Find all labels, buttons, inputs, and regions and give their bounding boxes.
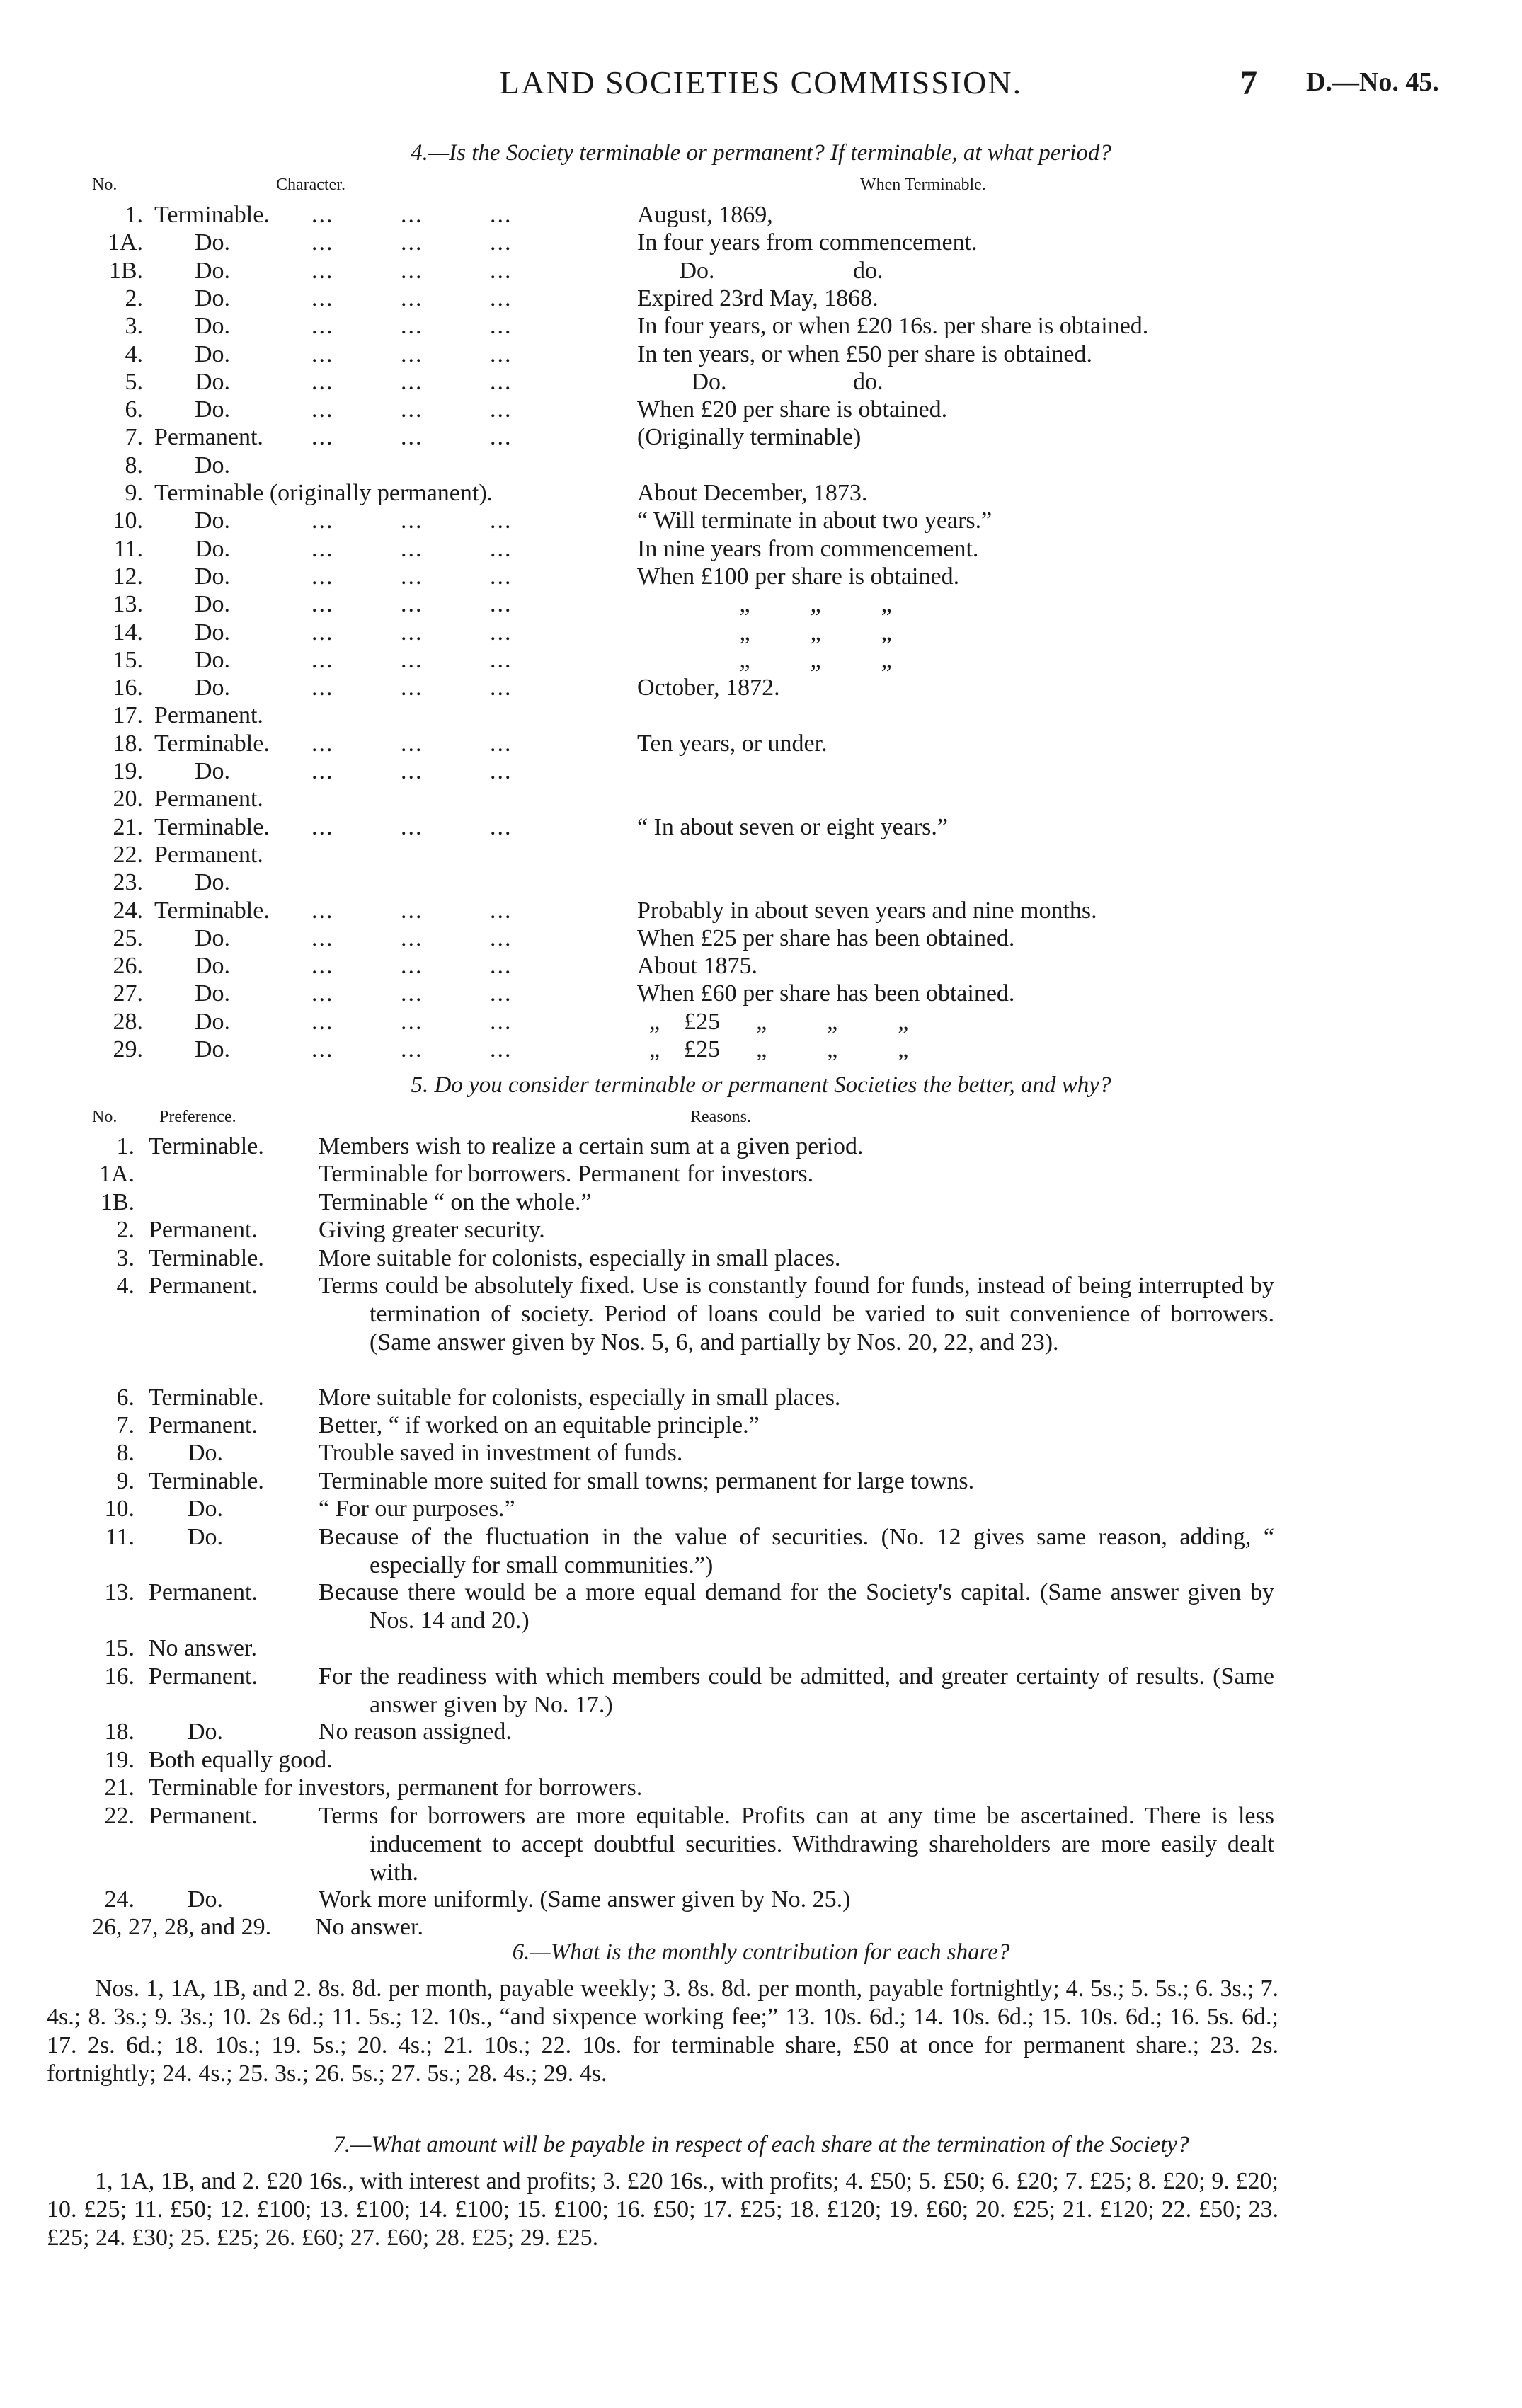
q5-row-preference: Terminable. [149, 1384, 264, 1411]
q5-row-preference: Do. [188, 1719, 224, 1745]
q4-row [0, 869, 1522, 898]
q4-row-number: 28. [113, 1008, 143, 1035]
q5-row-reason: Terminable more suited for small towns; permanent for large towns. [319, 1467, 975, 1494]
q4-row-character: Do. [195, 535, 231, 562]
q4-row-number: 21. [113, 813, 143, 840]
q4-row-when-terminable: About December, 1873. [637, 480, 868, 506]
q5-row-number: 13. [104, 1579, 135, 1606]
q4-row-number: 3. [125, 313, 143, 340]
page-number: 7 [1240, 64, 1257, 102]
q4-row-number: 1A. [107, 229, 143, 256]
q5-row-preference: Do. [188, 1523, 224, 1550]
q4-row-leader-dots: ... ... ... [311, 313, 513, 340]
q5-row-reason: Because of the fluctuation in the value of securities. (No. 12 gives same reason, adding, “ especially for small communities.”) [319, 1523, 1274, 1578]
q4-row [0, 647, 1522, 675]
q4-row-leader-dots: ... ... ... [311, 285, 513, 311]
q4-row-when-terminable: Do. do. [637, 257, 883, 284]
q4-row [0, 369, 1522, 397]
q4-row-when-terminable: When £20 per share is obtained. [637, 396, 948, 423]
q4-row-character: Do. [195, 980, 231, 1007]
q4-row [0, 396, 1522, 425]
q4-row-character: Do. [195, 313, 231, 340]
q5-row-preference: Terminable. [149, 1133, 264, 1159]
q5-row-reason: Giving greater security. [319, 1217, 545, 1244]
q4-row [0, 619, 1522, 648]
q4-row-leader-dots: ... ... ... [311, 924, 513, 951]
q4-row-when-terminable: “ Will terminate in about two years.” [637, 508, 992, 534]
page-header [0, 64, 1522, 106]
q4-row [0, 452, 1522, 481]
q4-row [0, 424, 1522, 452]
running-title: LAND SOCIETIES COMMISSION. [499, 64, 1023, 101]
q5-row-number: 16. [104, 1663, 135, 1690]
q4-row [0, 591, 1522, 619]
q4-row [0, 1009, 1522, 1037]
q4-row-leader-dots: ... ... ... [311, 1036, 513, 1062]
q4-row-when-terminable: „ „ „ [637, 619, 892, 646]
q5-row-preference: Permanent. [149, 1412, 258, 1438]
q5-row-reason: Better, “ if worked on an equitable principle.” [319, 1412, 760, 1438]
q4-row-number: 19. [113, 758, 143, 784]
q4-row-when-terminable: August, 1869, [637, 202, 773, 228]
q4-row-character: Do. [195, 924, 231, 951]
q4-row-number: 7. [125, 424, 143, 451]
q5-row-number: 9. [116, 1467, 135, 1494]
q5-row-preference: Permanent. [149, 1579, 258, 1606]
q4-row-number: 18. [113, 730, 143, 757]
q4-row-character: Do. [195, 953, 231, 980]
q5-header-reasons: Reasons. [690, 1108, 751, 1126]
q4-row-number: 12. [113, 563, 143, 590]
q4-row-number: 26. [113, 953, 143, 980]
q4-row-character: Do. [195, 396, 231, 423]
q5-row-number: 1. [116, 1133, 135, 1159]
q5-row-reason: Terminable “ on the whole.” [319, 1188, 592, 1215]
q4-row [0, 675, 1522, 703]
q5-row-number: 1A. [98, 1161, 135, 1188]
q4-row-when-terminable: October, 1872. [637, 675, 780, 701]
q4-row-character: Do. [195, 646, 231, 673]
q5-row-reason: Terms could be absolutely fixed. Use is constantly found for funds, instead of being interrupted by termination of society. Period of loans could be varied to suit convenience of borrowers. (Same answer given by Nos. 5, 6, and partially by Nos. 20, 22, and 23). [319, 1273, 1274, 1355]
q5-row-preference: Permanent. [149, 1217, 258, 1244]
q4-row-leader-dots: ... ... ... [311, 813, 513, 840]
q4-row [0, 953, 1522, 981]
q5-row-reason: Members wish to realize a certain sum at a given period. [319, 1133, 864, 1159]
q5-row-number: 10. [104, 1496, 135, 1523]
q5-row-preference: Do. [188, 1886, 224, 1913]
q4-row [0, 480, 1522, 508]
q4-row-character: Terminable. [154, 202, 270, 228]
q4-row-number: 2. [125, 285, 143, 311]
q4-row [0, 313, 1522, 341]
q4-row [0, 980, 1522, 1009]
q4-row-character: Terminable (originally permanent). [154, 480, 493, 506]
q4-row-when-terminable: In ten years, or when £50 per share is obtained. [637, 340, 1092, 367]
q4-row [0, 341, 1522, 369]
q5-row-reason: “ For our purposes.” [319, 1496, 515, 1523]
q5-header-preference: Preference. [159, 1108, 236, 1126]
q4-row-character: Permanent. [154, 424, 263, 451]
q5-row-preference: Do. [188, 1496, 224, 1523]
q4-row-when-terminable: „ „ „ [637, 646, 892, 673]
q5-row-number: 19. [104, 1746, 135, 1773]
q4-row-leader-dots: ... ... ... [311, 675, 513, 701]
q4-row-character: Do. [195, 563, 231, 590]
q4-row-when-terminable: In nine years from commencement. [637, 535, 979, 562]
q5-row-reason: Terms for borrowers are more equitable. Profits can at any time be ascertained. There is less inducement to accept doubtful securities. Withdrawing shareholders are more easily dealt with. [319, 1802, 1274, 1886]
q5-row-preference: No answer. [149, 1635, 257, 1662]
q5-row-number: 26, 27, 28, and 29. [92, 1914, 272, 1941]
q4-row-character: Do. [195, 340, 231, 367]
q4-row-leader-dots: ... ... ... [311, 424, 513, 451]
q4-row-leader-dots: ... ... ... [311, 229, 513, 256]
q5-row-number: 3. [116, 1244, 135, 1271]
q4-row-number: 11. [113, 535, 143, 562]
q4-row-leader-dots: ... ... ... [311, 646, 513, 673]
q4-row [0, 508, 1522, 536]
q4-row [0, 563, 1522, 592]
q5-row-preference: Permanent. [149, 1273, 258, 1299]
q4-row [0, 536, 1522, 564]
q5-row-number: 1B. [100, 1188, 135, 1215]
question-5-title: 5. Do you consider terminable or permanent Societies the better, and why? [411, 1072, 1111, 1098]
q5-row-preference: Permanent. [149, 1663, 258, 1690]
q4-row [0, 1036, 1522, 1065]
q5-row-number: 8. [116, 1440, 135, 1467]
q4-row-leader-dots: ... ... ... [311, 897, 513, 924]
q5-row-number: 2. [116, 1217, 135, 1244]
q5-row-number: 4. [116, 1273, 135, 1299]
q4-row-leader-dots: ... ... ... [311, 340, 513, 367]
q4-row-when-terminable: When £25 per share has been obtained. [637, 924, 1015, 951]
q4-row [0, 285, 1522, 314]
q5-row-preference: Permanent. [149, 1802, 258, 1829]
q4-row-leader-dots: ... ... ... [311, 257, 513, 284]
q4-row-leader-dots: ... ... ... [311, 368, 513, 395]
q4-row-character: Do. [195, 869, 231, 896]
q4-row-leader-dots: ... ... ... [311, 730, 513, 757]
q4-row-character: Do. [195, 1036, 231, 1062]
q4-row [0, 730, 1522, 759]
q5-row-reason: Because there would be a more equal demand for the Society's capital. (Same answer given by Nos. 14 and 20.) [319, 1579, 1274, 1634]
q5-row-number: 24. [104, 1886, 135, 1913]
q4-row-when-terminable: (Originally terminable) [637, 424, 862, 451]
q4-row-character: Do. [195, 508, 231, 534]
q4-row-number: 5. [125, 368, 143, 395]
q4-row-character: Do. [195, 1008, 231, 1035]
q4-row [0, 229, 1522, 258]
q4-row-number: 4. [125, 340, 143, 367]
question-6-answer: Nos. 1, 1A, 1B, and 2. 8s. 8d. per month, payable weekly; 3. 8s. 8d. per month, payable fortnightly; 4. 5s.; 5. 5s.; 6. 3s.; 7. 4s.; 8. 3s.; 9. 3s.; 10. 2s 6d.; 11. 5s.; 12. 10s., “and sixpence working fee;” 13. 10s. 6d.; 14. 10s. 6d.; 15. 10s. 6d.; 16. 5s. 6d.; 17. 2s. 6d.; 18. 10s.; 19. 5s.; 20. 4s.; 21. 10s.; 22. 10s. for terminable share, £50 at once for permanent share.; 23. 2s. fortnightly; 24. 4s.; 25. 3s.; 26. 5s.; 27. 5s.; 28. 4s.; 29. 4s. [47, 1976, 1278, 2087]
q4-row-number: 27. [113, 980, 143, 1007]
q5-row-reason: More suitable for colonists, especially in small places. [319, 1384, 841, 1411]
q4-row-leader-dots: ... ... ... [311, 619, 513, 646]
q4-row-number: 8. [125, 452, 143, 478]
q4-row-character: Do. [195, 452, 231, 478]
q4-row-number: 23. [113, 869, 143, 896]
q4-row-when-terminable: Expired 23rd May, 1868. [637, 285, 879, 311]
q4-row-character: Permanent. [154, 786, 263, 813]
q4-row-when-terminable: In four years from commencement. [637, 229, 978, 256]
q4-row-number: 13. [113, 591, 143, 618]
q4-row-character: Terminable. [154, 897, 270, 924]
q4-row-number: 24. [113, 897, 143, 924]
q4-row-when-terminable: Do. do. [637, 368, 883, 395]
q4-header-when: When Terminable. [860, 176, 986, 194]
q4-row-leader-dots: ... ... ... [311, 758, 513, 784]
q4-row [0, 758, 1522, 786]
q5-row-number: 22. [104, 1802, 135, 1829]
q5-row-number: 6. [116, 1384, 135, 1411]
q5-row-preference: Both equally good. [149, 1746, 333, 1773]
question-7-title: 7.—What amount will be payable in respect of each share at the termination of the Society? [333, 2132, 1189, 2157]
q4-row-character: Do. [195, 368, 231, 395]
q4-row-when-terminable: „ £25 „ „ „ [637, 1036, 909, 1062]
q5-row-preference: Terminable for investors, permanent for borrowers. [149, 1775, 643, 1801]
q5-row-reason: Work more uniformly. (Same answer given by No. 25.) [319, 1886, 851, 1913]
q4-row [0, 814, 1522, 842]
q4-row [0, 925, 1522, 953]
q4-row-when-terminable: When £100 per share is obtained. [637, 563, 960, 590]
q4-row-number: 6. [125, 396, 143, 423]
q4-row-character: Do. [195, 758, 231, 784]
q4-row-number: 1B. [108, 257, 143, 284]
q4-row-leader-dots: ... ... ... [311, 563, 513, 590]
q5-row-preference: Terminable. [149, 1467, 264, 1494]
q5-row-number: 11. [105, 1523, 135, 1550]
q4-row-leader-dots: ... ... ... [311, 980, 513, 1007]
q4-row-when-terminable: In four years, or when £20 16s. per share is obtained. [637, 313, 1149, 340]
q4-row-number: 14. [113, 619, 143, 646]
q4-row-number: 20. [113, 786, 143, 813]
q4-row-character: Do. [195, 619, 231, 646]
q4-row-when-terminable: Ten years, or under. [637, 730, 828, 757]
q4-row-number: 1. [125, 202, 143, 228]
q5-row-number: 7. [116, 1412, 135, 1438]
q4-row-leader-dots: ... ... ... [311, 535, 513, 562]
question-7-answer: 1, 1A, 1B, and 2. £20 16s., with interest and profits; 3. £20 16s., with profits; 4. £50; 5. £50; 6. £20; 7. £25; 8. £20; 9. £20; 10. £25; 11. £50; 12. £100; 13. £100; 14. £100; 15. £100; 16. £50; 17. £25; 18. £120; 19. £60; 20. £25; 21. £120; 22. £50; 23. £25; 24. £30; 25. £25; 26. £60; 27. £60; 28. £25; 29. £25. [47, 2168, 1278, 2251]
q5-row-number: 21. [104, 1775, 135, 1801]
q4-header-no: No. [92, 176, 118, 194]
q4-row-character: Terminable. [154, 730, 270, 757]
q4-row-character: Do. [195, 591, 231, 618]
q4-row-number: 10. [113, 508, 143, 534]
q4-row-when-terminable: „ £25 „ „ „ [637, 1008, 909, 1035]
q4-row-number: 29. [113, 1036, 143, 1062]
q5-row-preference: No answer. [315, 1914, 423, 1941]
q4-row-character: Permanent. [154, 841, 263, 868]
q5-row-preference: Terminable. [149, 1244, 264, 1271]
q4-row-number: 9. [125, 480, 143, 506]
q4-row-character: Do. [195, 285, 231, 311]
q5-row-reason: No reason assigned. [319, 1719, 512, 1745]
q4-row-leader-dots: ... ... ... [311, 591, 513, 618]
document-reference: D.—No. 45. [1306, 67, 1439, 97]
q4-row [0, 898, 1522, 926]
q4-row-when-terminable: When £60 per share has been obtained. [637, 980, 1015, 1007]
q4-row-leader-dots: ... ... ... [311, 953, 513, 980]
q4-row [0, 842, 1522, 870]
q4-row-number: 17. [113, 702, 143, 729]
q4-row [0, 202, 1522, 230]
question-4-title: 4.—Is the Society terminable or permanent? If terminable, at what period? [411, 140, 1111, 166]
q4-row-number: 15. [113, 646, 143, 673]
q4-row [0, 258, 1522, 286]
q4-row-number: 25. [113, 924, 143, 951]
q4-row-leader-dots: ... ... ... [311, 508, 513, 534]
q5-header-no: No. [92, 1108, 118, 1126]
q5-row-preference: Do. [188, 1440, 224, 1467]
q4-row-number: 22. [113, 841, 143, 868]
q4-row-character: Do. [195, 229, 231, 256]
q4-row-when-terminable: „ „ „ [637, 591, 892, 618]
q4-row-when-terminable: Probably in about seven years and nine months. [637, 897, 1097, 924]
q4-row [0, 702, 1522, 730]
q5-row-number: 18. [104, 1719, 135, 1745]
q4-header-character: Character. [276, 176, 345, 194]
q4-row-leader-dots: ... ... ... [311, 1008, 513, 1035]
q4-row-leader-dots: ... ... ... [311, 202, 513, 228]
q4-row [0, 786, 1522, 814]
question-6-title: 6.—What is the monthly contribution for each share? [512, 1939, 1010, 1965]
q5-row-reason: More suitable for colonists, especially in small places. [319, 1244, 841, 1271]
q5-row-number: 15. [104, 1635, 135, 1662]
q4-row-when-terminable: About 1875. [637, 953, 757, 980]
q4-row-when-terminable: “ In about seven or eight years.” [637, 813, 948, 840]
q4-row-leader-dots: ... ... ... [311, 396, 513, 423]
q4-row-character: Do. [195, 257, 231, 284]
q5-row-reason: Trouble saved in investment of funds. [319, 1440, 683, 1467]
q5-row-reason: For the readiness with which members could be admitted, and greater certainty of results. (Same answer given by No. 17.) [319, 1663, 1274, 1718]
q4-row-character: Do. [195, 675, 231, 701]
q4-row-character: Terminable. [154, 813, 270, 840]
q4-row-character: Permanent. [154, 702, 263, 729]
q4-row-number: 16. [113, 675, 143, 701]
q5-row-reason: Terminable for borrowers. Permanent for investors. [319, 1161, 814, 1188]
